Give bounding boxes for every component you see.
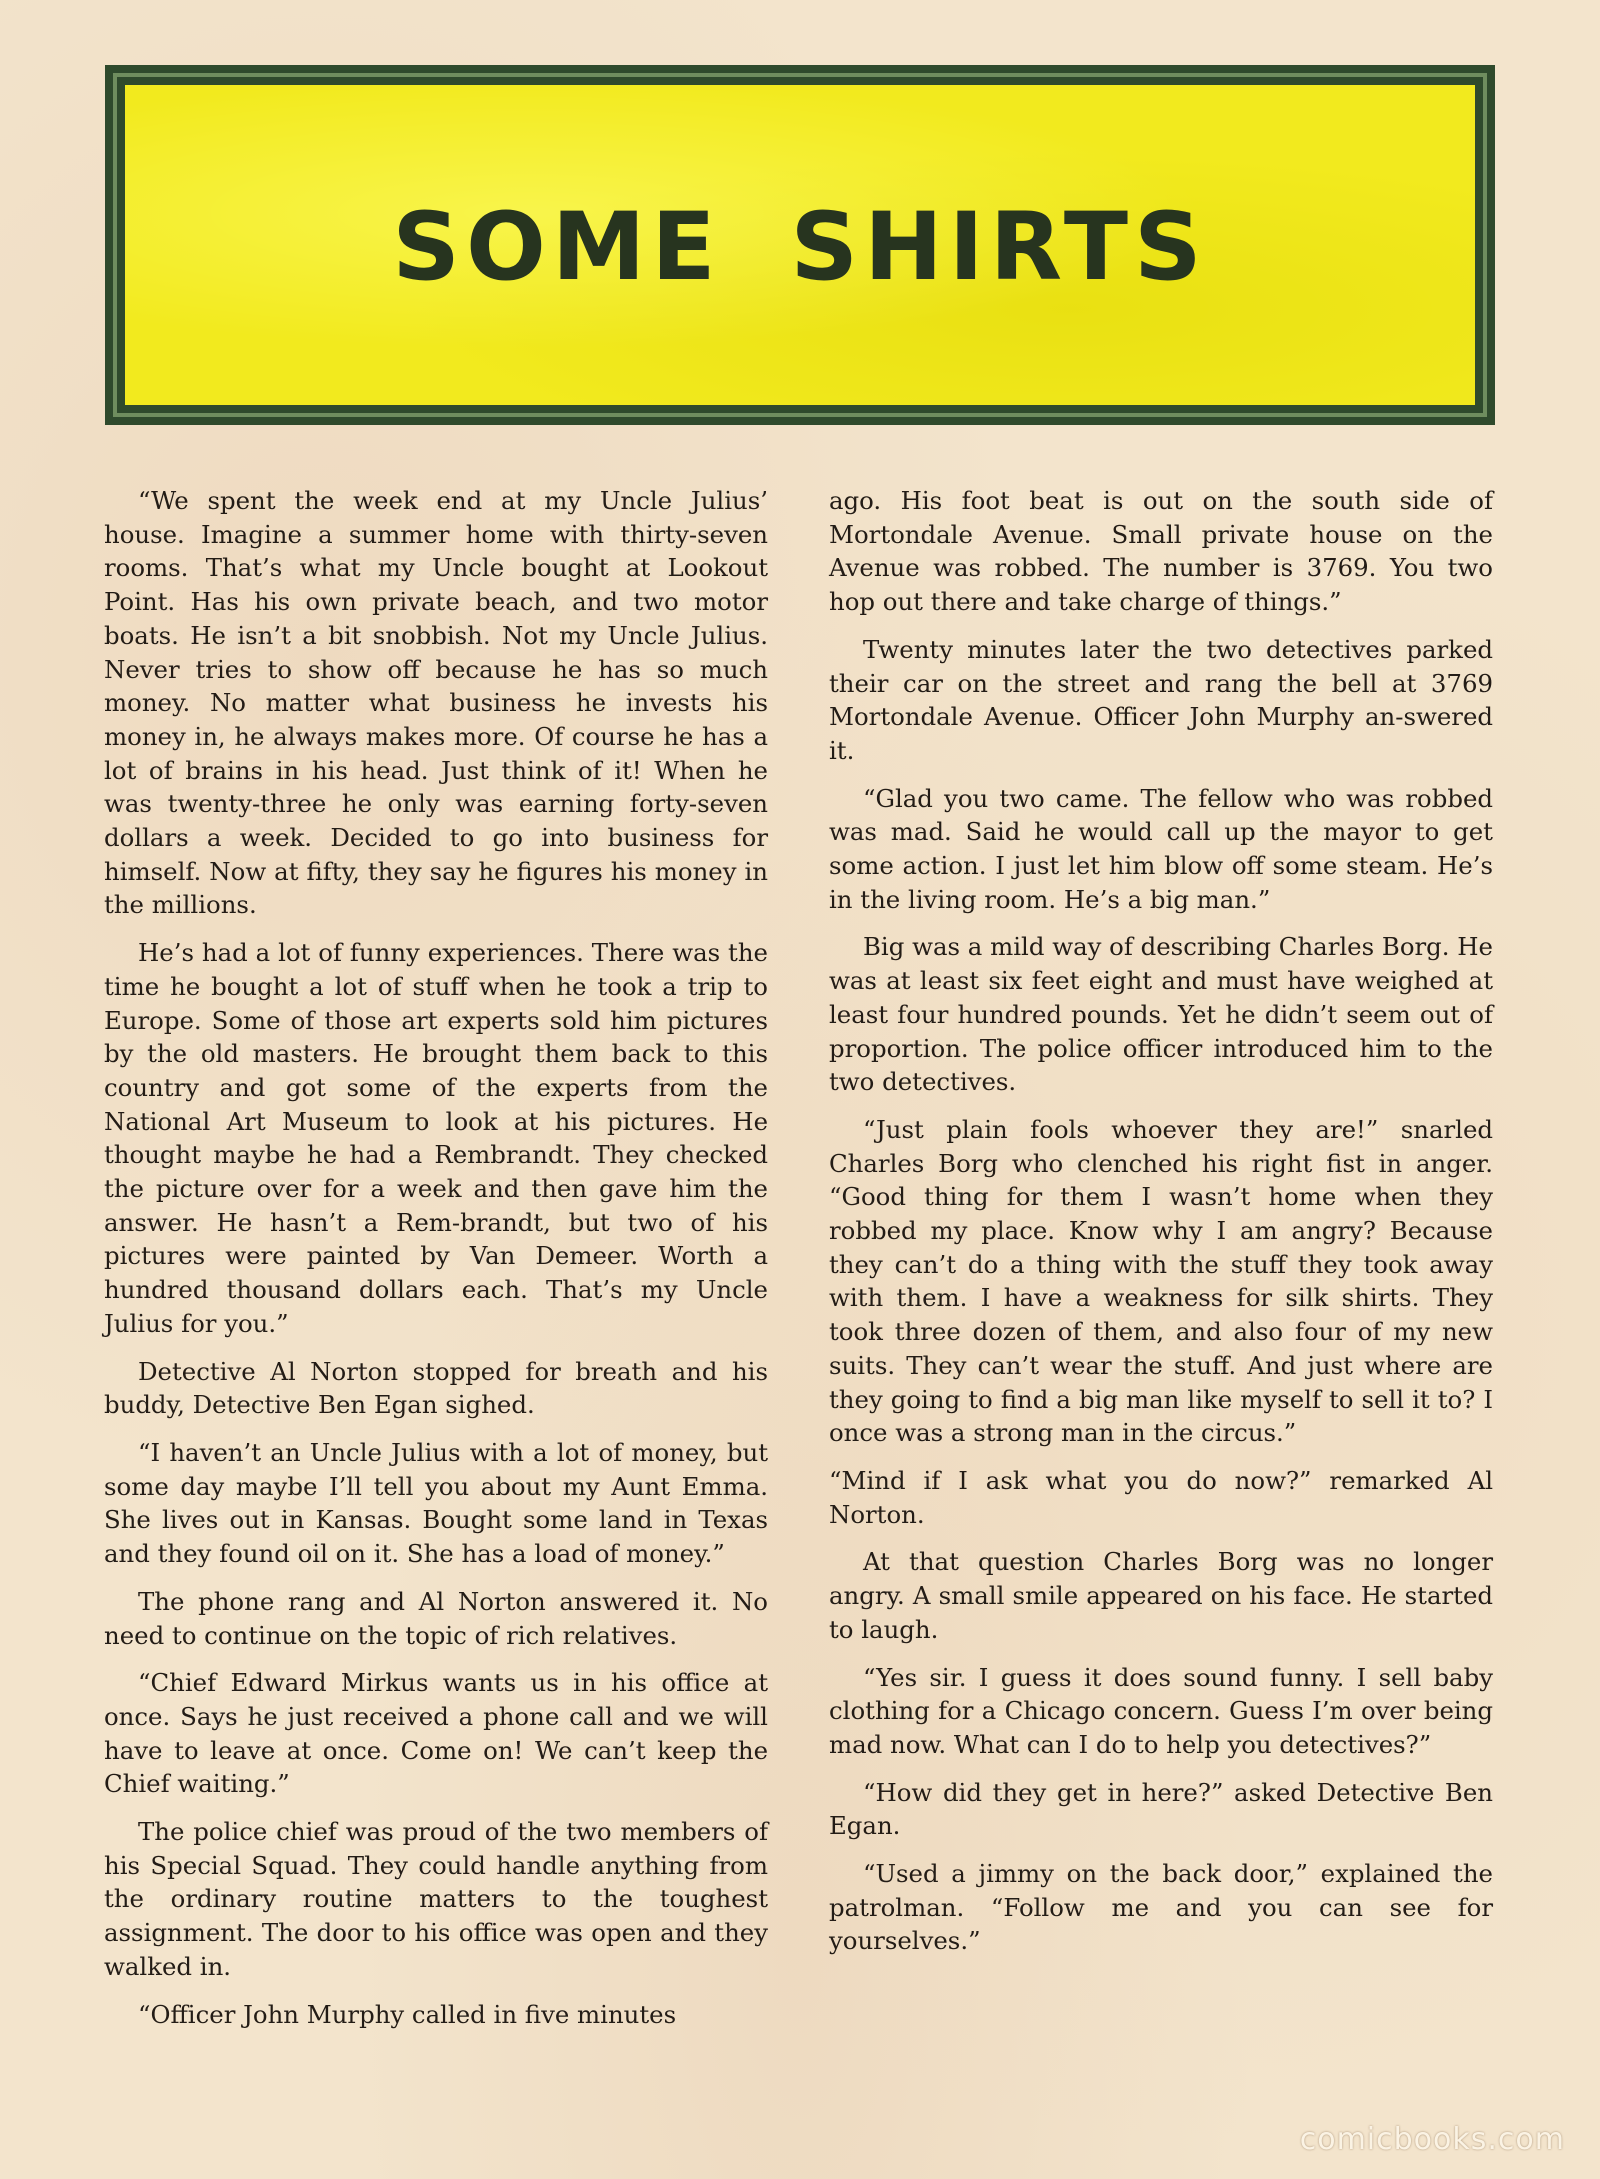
page-title: SOME SHIRTS xyxy=(392,192,1208,302)
paragraph: “Chief Edward Mirkus wants us in his office at once. Says he just received a phone call and we will have to leave at once. Come on! We can’t keep the Chief waiting.” xyxy=(104,1668,768,1799)
left-column xyxy=(104,484,768,2045)
paragraph: “Officer John Murphy called in five minutes xyxy=(138,1999,677,2029)
paragraph: “I haven’t an Uncle Julius with a lot of money, but some day maybe I’ll tell you about my Aunt Emma. She lives out in Kansas. Bought some land in Texas and they found oil on it. She has a load of money.” xyxy=(104,1437,768,1569)
paragraph: “Glad you two came. The fellow who was robbed was mad. Said he would call up the mayor to get some action. I just let him blow off some steam. He’s in the living room. He’s a big man.” xyxy=(829,783,1493,914)
paragraph: The phone rang and Al Norton answered it. No need to continue on the topic of rich relatives. xyxy=(104,1586,768,1650)
paragraph: “Yes sir. I guess it does sound funny. I sell baby clothing for a Chicago concern. Guess I’m over being mad now. What can I do to help you detectives?” xyxy=(829,1662,1493,1759)
paragraph: He’s had a lot of funny experiences. There was the time he bought a lot of stuff when he took a trip to Europe. Some of those art experts sold him pictures by the old masters. He brought them back to this country and got some of the experts from the National Art Museum to look at his pictures. He thought maybe he had a Rembrandt. They checked the picture over for a week and then gave him the answer. He hasn’t a Rem-brandt, but two of his pictures were painted by Van Demeer. Worth a hundred thousand dollars each. That’s my Uncle Julius for you.” xyxy=(104,938,768,1338)
paragraph: “Used a jimmy on the back door,” explained the patrolman. “Follow me and you can see for yourselves.” xyxy=(829,1859,1493,1956)
paragraph: Detective Al Norton stopped for breath and his buddy, Detective Ben Egan sighed. xyxy=(104,1356,768,1420)
paragraph: “How did they get in here?” asked Detective Ben Egan. xyxy=(829,1777,1493,1841)
paragraph: Big was a mild way of describing Charles Borg. He was at least six feet eight and must have weighed at least four hundred pounds. Yet he didn’t seem out of proportion. The police officer introduced him to the two detectives. xyxy=(829,932,1493,1097)
paragraph: ago. His foot beat is out on the south side of Mortondale Avenue. Small private house on the Avenue was robbed. The number is 3769. You two hop out there and take charge of things.” xyxy=(829,486,1493,617)
watermark: comicbooks.com xyxy=(1299,2122,1565,2157)
paragraph: Twenty minutes later the two detectives parked their car on the street and rang the bell at 3769 Mortondale Avenue. Officer John Murphy an-swered it. xyxy=(829,634,1493,765)
title-banner-border xyxy=(113,73,1487,417)
paragraph: “Just plain fools whoever they are!” snarled Charles Borg who clenched his right fist in anger. “Good thing for them I wasn’t home when they robbed my place. Know why I am angry? Because they can’t do a thing with the stuff they took away with them. I have a weakness for silk shirts. They took three dozen of them, and also four of my new suits. They can’t wear the stuff. And just where are they going to find a big man like myself to sell it to? I once was a strong man in the circus.” xyxy=(829,1114,1493,1448)
paragraph: “We spent the week end at my Uncle Julius’ house. Imagine a summer home with thirty-seven rooms. That’s what my Uncle bought at Lookout Point. Has his own private beach, and two motor boats. He isn’t a bit snobbish. Not my Uncle Julius. Never tries to show off because he has so much money. No matter what business he invests his money in, he always makes more. Of course he has a lot of brains in his head. Just think of it! When he was twenty-three he only was earning forty-seven dollars a week. Decided to go into business for himself. Now at fifty, they say he figures his money in the millions. xyxy=(104,486,768,920)
title-banner-fill xyxy=(125,85,1475,405)
paragraph: At that question Charles Borg was no longer angry. A small smile appeared on his face. He started to laugh. xyxy=(829,1547,1493,1644)
paragraph: The police chief was proud of the two members of his Special Squad. They could handle anything from the ordinary routine matters to the toughest assignment. The door to his office was open and they walked in. xyxy=(104,1817,768,1981)
paragraph: “Mind if I ask what you do now?” remarked Al Norton. xyxy=(829,1465,1493,1529)
title-banner xyxy=(105,65,1495,425)
right-column xyxy=(829,484,1493,1972)
